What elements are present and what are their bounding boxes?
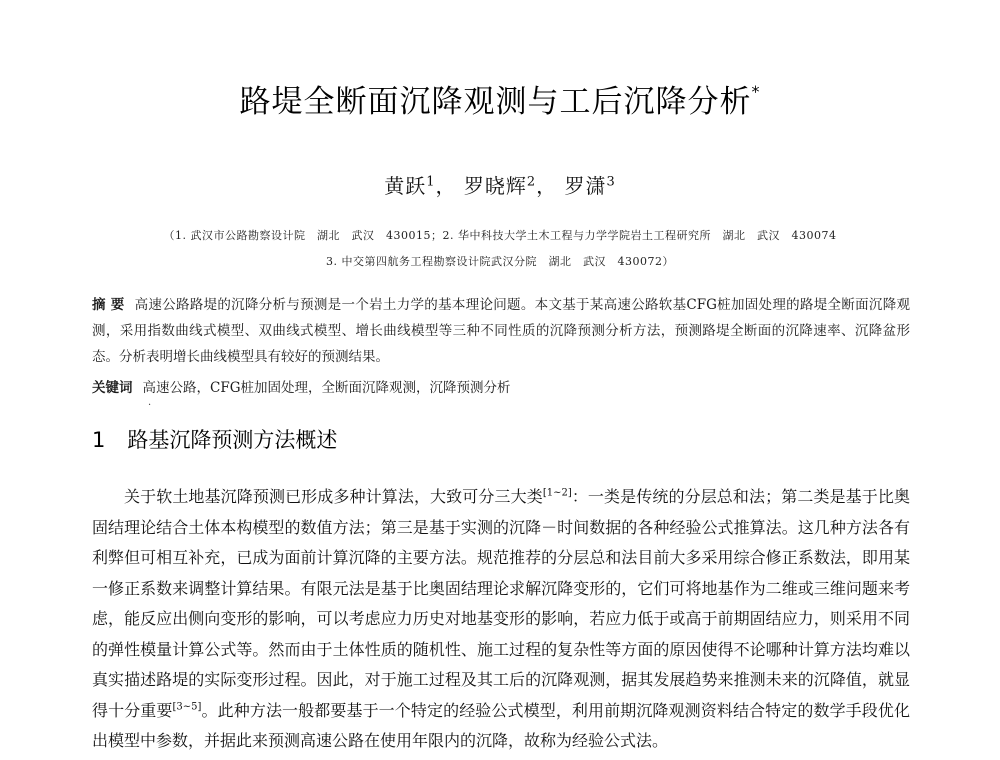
keywords-label: 关键词 bbox=[92, 380, 133, 396]
author-affiliation-mark: 3 bbox=[606, 174, 616, 190]
abstract-text: 高速公路路堤的沉降分析与预测是一个岩土力学的基本理论问题。本文基于某高速公路软基CFG桩加固处理的路堤全断面沉降观测，采用指数曲线式模型、双曲线式模型、增长曲线模型等三种不同性质的沉降预测分析方法，预测路堤全断面的沉降速率、沉降盆形态。分析表明增长曲线模型具有较好的预测结果。 bbox=[92, 297, 911, 365]
title-text: 路堤全断面沉降观测与工后沉降分析 bbox=[239, 84, 752, 120]
body-text-part: ：一类是传统的分层总和法；第二类是基于比奥固结理论结合土体本构模型的数值方法；第三是基于实测的沉降－时间数据的各种经验公式推算法。这几种方法各有利弊但可相互补充，已成为面前计算沉降的主要方法。规范推荐的分层总和法目前大多采用综合修正系数法，即用某一修正系数来调整计算结果。有限元法是基于比奥固结理论求解沉降变形的，它们可将地基作为二维或三维问题来考虑，能反应出侧向变形的影响，可以考虑应力历史对地基变形的影响，若应力低于或高于前期固结应力，则采用不同的弹性模量计算公式等。然而由于土体性质的随机性、施工过程的复杂性等方面的原因使得不论哪种计算方法均难以真实描述路堤的实际变形过程。因此，对于施工过程及其工后的沉降观测，据其发展趋势来推测未来的沉降值，就显得十分重要 bbox=[92, 487, 910, 720]
author-list bbox=[0, 170, 1000, 199]
author-separator: ， bbox=[536, 174, 558, 198]
citation-ref: [3~5] bbox=[172, 701, 202, 713]
affiliation-line-2: 3. 中交第四航务工程勘察设计院武汉分院 湖北 武汉 430072） bbox=[326, 255, 674, 268]
author-affiliation-mark: 2 bbox=[526, 174, 537, 190]
section-number: 1 bbox=[92, 428, 106, 452]
author-name: 罗潇 bbox=[564, 174, 607, 198]
author-affiliation-mark: 1 bbox=[426, 174, 436, 190]
paper-title bbox=[0, 76, 1000, 121]
keywords-text: 高速公路，CFG桩加固处理，全断面沉降观测，沉降预测分析 bbox=[142, 380, 511, 396]
citation-ref: [1~2] bbox=[542, 487, 572, 499]
body-text-part: 关于软土地基沉降预测已形成多种计算法，大致可分三大类 bbox=[124, 487, 543, 506]
abstract bbox=[92, 292, 910, 370]
body-text-part: 。此种方法一般都要基于一个特定的经验公式模型，利用前期沉降观测资料结合特定的数学手段优化出模型中参数，并据此来预测高速公路在使用年限内的沉降，故称为经验公式法。 bbox=[92, 700, 910, 750]
body-paragraph bbox=[92, 482, 910, 757]
stray-dot-mark: · bbox=[148, 400, 152, 411]
section-title: 路基沉降预测方法概述 bbox=[127, 428, 338, 452]
keywords bbox=[92, 375, 910, 401]
author-separator: ， bbox=[435, 174, 457, 198]
author-name: 黄跃 bbox=[384, 174, 427, 198]
affiliation-line-1: （1. 武汉市公路勘察设计院 湖北 武汉 430015；2. 华中科技大学土木工程与力学学院岩土工程研究所 湖北 武汉 430074 bbox=[163, 229, 837, 242]
title-footnote-mark: * bbox=[751, 81, 761, 101]
abstract-label: 摘 要 bbox=[92, 297, 125, 313]
author-name: 罗晓辉 bbox=[463, 174, 527, 198]
section-heading bbox=[92, 424, 337, 454]
